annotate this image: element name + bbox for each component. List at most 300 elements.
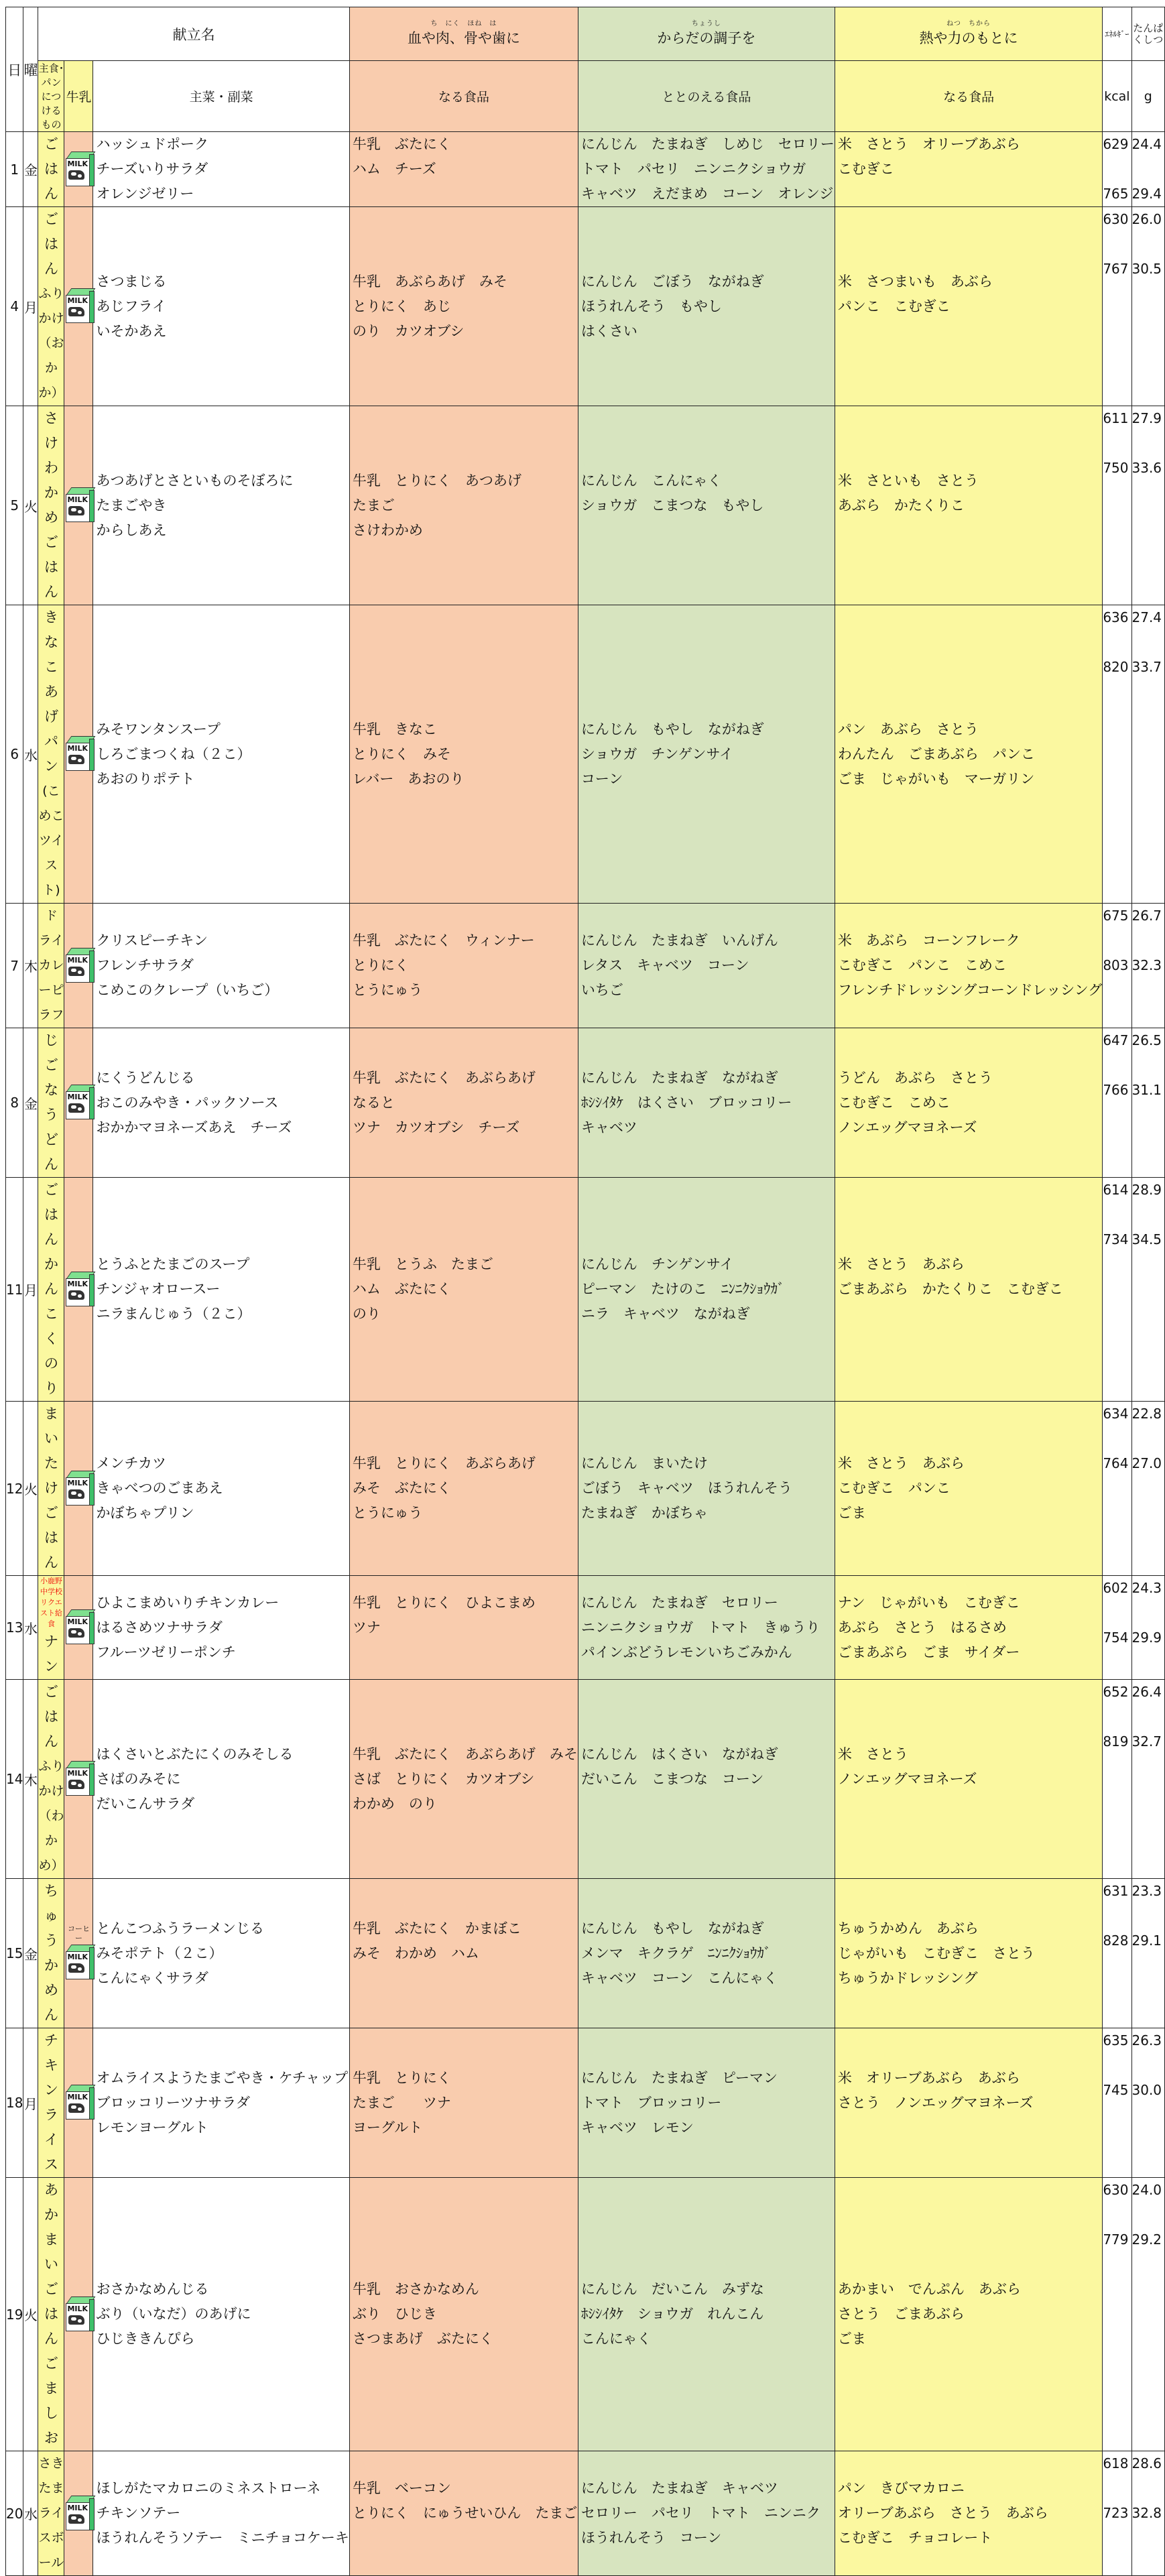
yellow-food-line: 米 さつまいも あぶら <box>837 273 993 290</box>
green-food-line: だいこん こまつな コーン <box>580 1770 764 1787</box>
green-food-line: キャベツ レモン <box>580 2119 694 2136</box>
day-number: 4 <box>6 207 23 406</box>
milk-label: MILK <box>67 744 88 753</box>
energy-elementary: 602 <box>1103 1580 1129 1596</box>
yellow-food-line: ちゅうかめん あぶら <box>837 1920 979 1937</box>
red-food-line: ぶり ひじき <box>352 2306 437 2322</box>
green-food-line: にんじん たまねぎ いんげん <box>580 932 778 948</box>
protein-elementary: 22.8 <box>1131 1406 1162 1422</box>
protein-elementary: 26.0 <box>1131 211 1162 227</box>
milk-cell <box>64 132 93 207</box>
yellow-food-line: わんたん ごまあぶら パンこ <box>837 745 1035 762</box>
red-food-line: のり <box>352 1306 381 1322</box>
red-food-line <box>350 1640 578 1665</box>
side-dish-line: フレンチサラダ <box>96 957 194 973</box>
yellow-food-line: さとう ごまあぶら <box>837 2306 965 2322</box>
energy-junior: 734 <box>1103 1231 1129 1247</box>
green-food-line: ほうれんそう コーン <box>580 2530 722 2546</box>
green-group-header <box>578 7 835 61</box>
yellow-food-line: こむぎこ こめこ <box>837 1094 951 1111</box>
milk-cell <box>64 2178 93 2451</box>
green-food-line: にんじん ごぼう ながねぎ <box>580 273 764 290</box>
yellow-food-line: 米 あぶら コーンフレーク <box>837 932 1020 948</box>
staple-cell <box>38 2451 64 2576</box>
energy-cell <box>1103 1576 1131 1680</box>
red-food-line: 牛乳 とりにく ひよこまめ <box>352 1594 536 1611</box>
day-number: 6 <box>6 605 23 904</box>
side-dishes <box>93 605 349 904</box>
staple-item: まいたけごはん <box>44 1406 58 1571</box>
energy-junior: 819 <box>1103 1733 1129 1750</box>
energy-elementary: 629 <box>1103 136 1129 152</box>
side-dish-line: かぼちゃプリン <box>96 1505 194 1521</box>
milk-cell <box>64 1402 93 1576</box>
yellow-food-line: こむぎこ パンこ こめこ <box>837 957 1007 973</box>
milk-carton-icon <box>64 2494 93 2530</box>
day-number: 5 <box>6 406 23 605</box>
day-number: 13 <box>6 1576 23 1680</box>
red-food-line: ハム チーズ <box>352 161 436 177</box>
protein-junior: 27.0 <box>1131 1455 1162 1471</box>
yellow-food-line <box>835 518 1102 543</box>
yellow-foods <box>835 904 1102 1028</box>
menu-row <box>6 1576 1165 1680</box>
side-dishes <box>93 1879 349 2028</box>
weekday-header: 曜 <box>23 7 38 132</box>
green-foods <box>578 2028 835 2178</box>
green-group-ruby: ちょうし <box>691 20 721 27</box>
milk-carton-icon <box>64 1083 93 1119</box>
cow-icon <box>68 1489 84 1499</box>
red-group-ruby: ち にく ほね は <box>430 20 497 27</box>
green-food-line: いちご <box>580 982 623 998</box>
staple-item: ごはん <box>44 1684 58 1750</box>
protein-cell <box>1131 1402 1165 1576</box>
yellow-food-line: うどん あぶら さとう <box>837 1069 993 1086</box>
yellow-foods <box>835 2451 1102 2576</box>
green-foods <box>578 1879 835 2028</box>
cow-icon <box>68 755 84 764</box>
red-foods <box>349 2451 578 2576</box>
protein-junior: 32.3 <box>1131 957 1162 973</box>
milk-carton-icon <box>64 287 93 323</box>
side-dishes <box>93 1178 349 1402</box>
menu-row <box>6 1680 1165 1879</box>
green-food-line: レタス キャベツ コーン <box>580 957 749 973</box>
green-food-line: コーン <box>580 770 623 787</box>
green-foods <box>578 1178 835 1402</box>
protein-cell <box>1131 1879 1165 2028</box>
yellow-food-line: 米 さとう オリーブあぶら <box>837 136 1020 152</box>
yellow-food-line: ごまあぶら ごま サイダー <box>837 1644 1020 1660</box>
weekday: 金 <box>23 132 38 207</box>
staple-item: ごましお <box>44 2355 58 2446</box>
menu-row <box>6 1402 1165 1576</box>
side-dish-line: あじフライ <box>96 298 166 314</box>
side-dish-line: チキンソテー <box>96 2505 181 2521</box>
red-food-line: さば とりにく カツオブシ <box>352 1770 535 1787</box>
side-dish-line: みそポテト（２こ） <box>96 1945 223 1961</box>
cow-icon <box>68 1290 84 1300</box>
yellow-food-line: ごま <box>837 1505 866 1521</box>
milk-label: MILK <box>67 2093 88 2101</box>
weekday: 火 <box>23 1402 38 1576</box>
green-food-line: にんじん チンゲンサイ <box>580 1256 734 1272</box>
yellow-food-line: じゃがいも こむぎこ さとう <box>837 1945 1035 1961</box>
milk-carton-icon <box>64 486 93 522</box>
side-dish-line: ひじききんぴら <box>96 2331 195 2347</box>
cow-icon <box>68 967 84 976</box>
green-food-line: キャベツ <box>580 1119 637 1136</box>
green-food-line: パインぶどうレモンいちごみかん <box>580 1644 792 1660</box>
yellow-group-ruby: ねつ ちから <box>946 20 991 27</box>
side-dish-line: おさかなめんじる <box>96 2281 209 2297</box>
yellow-foods <box>835 1178 1102 1402</box>
milk-cell <box>64 1680 93 1879</box>
red-food-line: 牛乳 あぶらあげ みそ <box>352 273 507 290</box>
day-number: 20 <box>6 2451 23 2576</box>
red-food-line: ツナ <box>352 1619 381 1636</box>
side-dish-line: こんにゃくサラダ <box>96 1969 208 1986</box>
green-food-line: ニンニクショウガ トマト きゅうり <box>580 1619 820 1636</box>
side-dish-line: ほうれんそうソテー ミニチョコケーキ <box>96 2530 349 2546</box>
protein-unit: g <box>1131 61 1165 132</box>
green-food-line: にんじん まいたけ <box>580 1455 708 1471</box>
milk-label: MILK <box>67 159 88 168</box>
menu-row <box>6 904 1165 1028</box>
yellow-food-line: ナン じゃがいも こむぎこ <box>837 1594 1020 1611</box>
day-number: 11 <box>6 1178 23 1402</box>
protein-junior: 29.2 <box>1131 2231 1162 2248</box>
milk-label: MILK <box>67 1617 88 1626</box>
side-dish-line: レモンヨーグルト <box>96 2119 208 2136</box>
yellow-food-line <box>835 319 1102 344</box>
menu-row <box>6 2451 1165 2576</box>
energy-junior: 779 <box>1103 2231 1129 2248</box>
side-dishes <box>93 2028 349 2178</box>
green-food-line: キャベツ えだまめ コーン オレンジ <box>580 186 834 202</box>
menu-row <box>6 1879 1165 2028</box>
yellow-food-line: あぶら さとう はるさめ <box>837 1619 1007 1636</box>
protein-elementary: 26.7 <box>1131 908 1162 924</box>
staple-item: ごはん <box>44 1182 58 1247</box>
energy-cell <box>1103 132 1131 207</box>
weekday: 金 <box>23 1028 38 1178</box>
red-food-line: 牛乳 ベーコン <box>352 2480 451 2496</box>
side-dish-line: オレンジゼリー <box>96 186 194 202</box>
protein-junior: 33.6 <box>1131 460 1162 476</box>
protein-cell <box>1131 132 1165 207</box>
staple-cell <box>38 1879 64 2028</box>
energy-elementary: 631 <box>1103 1883 1129 1899</box>
green-food-line: にんじん だいこん みずな <box>580 2281 764 2297</box>
side-dish-line: あつあげとさといものそぼろに <box>96 472 294 489</box>
side-dish-line: いそかあえ <box>96 322 167 339</box>
yellow-food-line: ごまあぶら かたくりこ こむぎこ <box>837 1281 1063 1297</box>
staple-item: ごはん <box>44 136 58 202</box>
day-number: 8 <box>6 1028 23 1178</box>
yellow-foods <box>835 2028 1102 2178</box>
green-group-title: からだの調子を <box>657 30 756 46</box>
day-number: 14 <box>6 1680 23 1879</box>
protein-junior: 29.1 <box>1131 1933 1162 1949</box>
energy-junior: 765 <box>1103 186 1129 202</box>
red-food-line: 牛乳 ぶたにく <box>352 136 451 152</box>
red-food-line: 牛乳 とりにく あぶらあげ <box>352 1455 536 1471</box>
staple-cell <box>38 1576 64 1680</box>
energy-cell <box>1103 1402 1131 1576</box>
staple-item: ちゅうかめん <box>44 1883 58 2023</box>
red-food-line: 牛乳 きなこ <box>352 721 437 737</box>
side-dish-line: クリスピーチキン <box>96 932 208 948</box>
side-dish-line: ニラまんじゅう（２こ） <box>96 1306 251 1322</box>
milk-carton-icon <box>64 2083 93 2120</box>
menu-row <box>6 406 1165 605</box>
weekday: 月 <box>23 1178 38 1402</box>
staple-cell <box>38 1402 64 1576</box>
red-food-line: さけわかめ <box>352 522 423 538</box>
weekday: 水 <box>23 1576 38 1680</box>
yellow-food-line: ちゅうかドレッシング <box>837 1969 978 1986</box>
energy-unit: kcal <box>1103 61 1131 132</box>
milk-header: 牛乳 <box>64 61 93 132</box>
protein-cell <box>1131 1028 1165 1178</box>
yellow-food-line: さとう ノンエッグマヨネーズ <box>837 2094 1034 2111</box>
energy-junior: 723 <box>1103 2505 1129 2521</box>
yellow-foods <box>835 605 1102 904</box>
side-dish-line: メンチカツ <box>96 1455 167 1471</box>
menu-header: 献立名 <box>38 7 349 61</box>
side-dish-line: ハッシュドポーク <box>96 136 209 152</box>
coffee-note: コーヒー <box>67 1924 90 1943</box>
green-foods <box>578 207 835 406</box>
menu-row <box>6 2028 1165 2178</box>
green-foods <box>578 1680 835 1879</box>
green-food-line: こんにゃく <box>580 2331 652 2347</box>
energy-elementary: 611 <box>1103 410 1129 426</box>
red-food-line <box>350 2526 578 2551</box>
green-food-line: にんじん もやし ながねぎ <box>580 1920 764 1937</box>
milk-carton-icon <box>64 1760 93 1796</box>
milk-carton-icon <box>64 1608 93 1644</box>
staple-cell <box>38 2028 64 2178</box>
staple-item: かんこくのり <box>44 1256 58 1396</box>
side-dish-line: おかかマヨネーズあえ チーズ <box>96 1119 292 1136</box>
yellow-food-line: ノンエッグマヨネーズ <box>837 1119 977 1136</box>
yellow-foods <box>835 1028 1102 1178</box>
staple-cell <box>38 904 64 1028</box>
red-food-line: 牛乳 とうふ たまご <box>352 1256 493 1272</box>
yellow-food-line: パン きびマカロニ <box>837 2480 965 2496</box>
energy-cell <box>1103 1028 1131 1178</box>
red-foods <box>349 605 578 904</box>
protein-junior: 33.7 <box>1131 659 1162 675</box>
green-foods <box>578 1402 835 1576</box>
yellow-foods <box>835 1680 1102 1879</box>
energy-cell <box>1103 605 1131 904</box>
red-foods <box>349 1576 578 1680</box>
side-dishes <box>93 1028 349 1178</box>
cow-icon <box>68 170 84 180</box>
green-food-line: にんじん たまねぎ ながねぎ <box>580 1069 778 1086</box>
red-food-line: とりにく みそ <box>352 745 451 762</box>
protein-cell <box>1131 1576 1165 1680</box>
milk-cell <box>64 406 93 605</box>
energy-elementary: 647 <box>1103 1032 1129 1048</box>
day-number: 15 <box>6 1879 23 2028</box>
yellow-food-line: 米 オリーブあぶら あぶら <box>837 2069 1020 2086</box>
menu-row <box>6 1028 1165 1178</box>
energy-junior: 767 <box>1103 261 1129 277</box>
staple-cell <box>38 1028 64 1178</box>
cow-icon <box>68 1103 84 1113</box>
protein-cell <box>1131 605 1165 904</box>
milk-label: MILK <box>67 955 88 965</box>
protein-junior: 30.5 <box>1131 261 1162 277</box>
energy-elementary: 614 <box>1103 1182 1129 1198</box>
green-food-line: ほうれんそう もやし <box>580 298 722 314</box>
side-dishes <box>93 2178 349 2451</box>
red-food-line: レバー あおのり <box>352 770 465 787</box>
milk-label: MILK <box>67 2503 88 2512</box>
side-dish-line: ひよこまめいりチキンカレー <box>96 1594 280 1611</box>
yellow-food-line: こむぎこ チョコレート <box>837 2530 993 2546</box>
side-dish-line: フルーツゼリーポンチ <box>96 1644 236 1660</box>
red-food-line: たまご ツナ <box>352 2094 451 2111</box>
yellow-food-line: 米 さとう あぶら <box>837 1455 965 1471</box>
red-food-line: ツナ カツオブシ チーズ <box>352 1119 520 1136</box>
side-dish-line: チーズいりサラダ <box>96 161 208 177</box>
staple-cell <box>38 2178 64 2451</box>
red-foods <box>349 1028 578 1178</box>
side-dish-line: チンジャオロースー <box>96 1281 221 1297</box>
side-dish-line: たまごやき <box>96 497 167 513</box>
green-food-line: にんじん たまねぎ ピーマン <box>580 2069 778 2086</box>
protein-elementary: 24.4 <box>1131 136 1162 152</box>
yellow-food-line: 米 さとう あぶら <box>837 1256 965 1272</box>
green-foods <box>578 406 835 605</box>
energy-header: ｴﾈﾙｷﾞｰ <box>1103 7 1131 61</box>
protein-cell <box>1131 2178 1165 2451</box>
day-number: 1 <box>6 132 23 207</box>
protein-cell <box>1131 1680 1165 1879</box>
yellow-foods <box>835 406 1102 605</box>
green-food-line: メンマ キクラゲ ﾆﾝﾆｸｼｮｳｶﾞ <box>580 1945 772 1961</box>
milk-label: MILK <box>67 1093 88 1101</box>
staple-item: あかまいごはん <box>44 2182 58 2347</box>
energy-elementary: 636 <box>1103 609 1129 625</box>
side-dish-line: ぶり（いなだ）のあげに <box>96 2306 251 2322</box>
yellow-group-title: 熱や力のもとに <box>919 30 1018 46</box>
red-food-line: みそ わかめ ハム <box>352 1945 479 1961</box>
red-foods <box>349 2178 578 2451</box>
cow-icon <box>68 2514 84 2524</box>
cow-icon <box>68 1628 84 1638</box>
side-dish-line: ほしがたマカロニのミネストローネ <box>96 2480 321 2496</box>
red-food-line: 牛乳 とりにく あつあげ <box>352 472 522 489</box>
menu-table <box>5 7 1165 2576</box>
side-dish-line: はくさいとぶたにくのみそしる <box>96 1745 294 1762</box>
green-food-line: ﾎｼｼｲﾀｹ ショウガ れんこん <box>580 2306 764 2322</box>
protein-elementary: 23.3 <box>1131 1883 1162 1899</box>
yellow-foods <box>835 132 1102 207</box>
red-food-line: とりにく <box>352 957 409 973</box>
energy-elementary: 630 <box>1103 211 1129 227</box>
staple-item: きなこあげパン <box>44 609 58 774</box>
milk-cell <box>64 1178 93 1402</box>
red-food-line: 牛乳 ぶたにく あぶらあげ <box>352 1069 536 1086</box>
weekday: 月 <box>23 2028 38 2178</box>
red-food-line: とうにゅう <box>352 1505 423 1521</box>
protein-elementary: 28.9 <box>1131 1182 1162 1198</box>
day-number: 18 <box>6 2028 23 2178</box>
red-foods <box>349 207 578 406</box>
red-food-line: 牛乳 ぶたにく ウィンナー <box>352 932 535 948</box>
milk-label: MILK <box>67 1279 88 1288</box>
green-foods <box>578 2178 835 2451</box>
energy-cell <box>1103 1178 1131 1402</box>
red-foods <box>349 132 578 207</box>
staple-item: さきたまライスボール <box>38 2456 64 2570</box>
yellow-food-line: オリーブあぶら さとう あぶら <box>837 2505 1048 2521</box>
milk-label: MILK <box>67 495 88 504</box>
green-food-line: トマト ブロッコリー <box>580 2094 722 2111</box>
red-food-line: わかめ のり <box>352 1795 437 1812</box>
green-foods <box>578 904 835 1028</box>
red-food-line: たまご <box>352 497 395 513</box>
protein-elementary: 24.3 <box>1131 1580 1162 1596</box>
milk-cell <box>64 207 93 406</box>
cow-icon <box>68 2315 84 2325</box>
side-dishes <box>93 1680 349 1879</box>
staple-cell <box>38 406 64 605</box>
staple-header: 主食･パンにつけるもの <box>38 61 64 132</box>
red-food-line: ヨーグルト <box>352 2119 423 2136</box>
protein-cell <box>1131 406 1165 605</box>
staple-cell <box>38 207 64 406</box>
yellow-food-line: ノンエッグマヨネーズ <box>837 1770 977 1787</box>
milk-carton-icon <box>64 1469 93 1506</box>
cow-icon <box>68 1963 84 1973</box>
red-food-line: 牛乳 とりにく <box>352 2069 451 2086</box>
energy-junior: 754 <box>1103 1630 1129 1646</box>
menu-rows <box>6 132 1165 2576</box>
yellow-foods <box>835 2178 1102 2451</box>
protein-elementary: 27.4 <box>1131 609 1162 625</box>
protein-junior: 32.8 <box>1131 2505 1162 2521</box>
request-note: 小鹿野中学校リクエスト給食 <box>40 1577 62 1628</box>
green-food-line: にんじん たまねぎ しめじ セロリー <box>580 136 835 152</box>
day-number: 19 <box>6 2178 23 2451</box>
energy-cell <box>1103 2178 1131 2451</box>
milk-cell <box>64 1879 93 2028</box>
side-dishes <box>93 904 349 1028</box>
menu-row <box>6 605 1165 904</box>
yellow-group-subtitle: なる食品 <box>835 61 1102 132</box>
energy-elementary: 675 <box>1103 908 1129 924</box>
green-food-line: ショウガ チンゲンサイ <box>580 745 734 762</box>
protein-cell <box>1131 1178 1165 1402</box>
green-food-line: にんじん はくさい ながねぎ <box>580 1745 778 1762</box>
yellow-food-line <box>835 1302 1102 1327</box>
yellow-foods <box>835 1879 1102 2028</box>
day-number: 12 <box>6 1402 23 1576</box>
side-dishes <box>93 207 349 406</box>
energy-junior: 803 <box>1103 957 1129 973</box>
green-food-line: ﾎｼｼｲﾀｹ はくさい ブロッコリー <box>580 1094 792 1111</box>
yellow-food-line <box>835 182 1102 206</box>
yellow-food-line: あぶら かたくりこ <box>837 497 965 513</box>
